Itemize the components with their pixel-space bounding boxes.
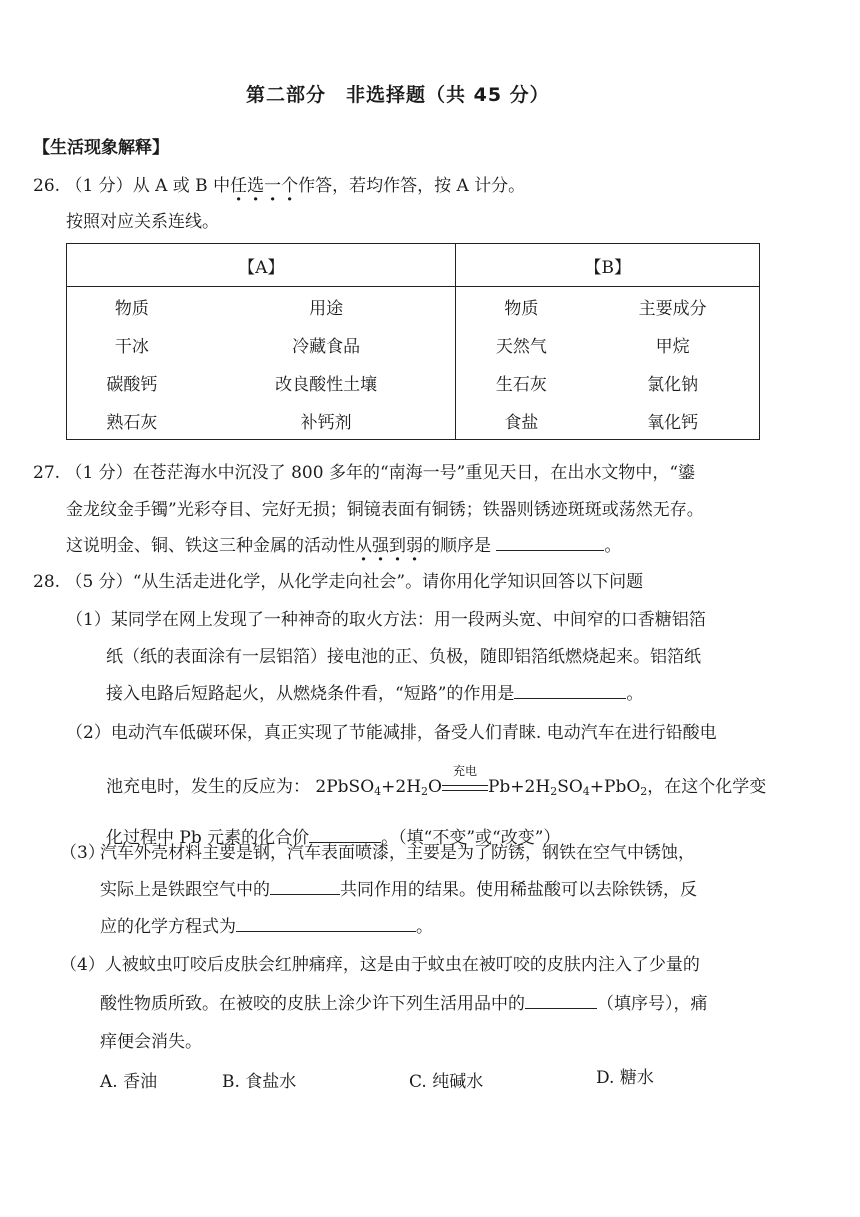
- q28-p3-row1: [60, 838, 105, 863]
- q28-p1-text: 接入电路后短路起火，从燃烧条件看，“短路”的作用是: [106, 684, 515, 704]
- q28-p3-text: 。: [416, 917, 433, 937]
- table-cell: 补钙剂: [197, 401, 456, 440]
- subscript: 2: [640, 785, 648, 798]
- q28-number: 28.: [33, 572, 61, 592]
- q28-p1-text: 某同学在网上发现了一种神奇的取火方法：用一段两头宽、中间窄的口香糖铝箔: [110, 610, 706, 630]
- q28-p3-text: 实际上是铁跟空气中的: [100, 880, 270, 900]
- q27-emph-char: 到: [389, 536, 406, 556]
- subscript: 2: [421, 785, 429, 798]
- q28-p2-line1: [66, 718, 717, 743]
- q28-p2-text: 化过程中 Pb 元素的化合价: [106, 828, 310, 848]
- q28-p2-line2: [106, 764, 767, 798]
- q27-text: 。: [604, 536, 622, 556]
- q28-p1-line2: 纸（纸的表面涂有一层铝箔）接电池的正、负极，随即铝箔纸燃烧起来。铝箔纸: [106, 647, 701, 667]
- table-cell: 氧化钙: [647, 412, 699, 433]
- q28-p1-text: 。: [626, 684, 644, 704]
- answer-blank[interactable]: [496, 532, 604, 551]
- q28-p2-label: （2）: [66, 723, 111, 743]
- table-cell: 冷藏食品: [197, 325, 456, 363]
- q28-p4-label: （4）: [60, 955, 105, 975]
- q28-p1-line3: [106, 679, 643, 704]
- table-row: [67, 325, 760, 363]
- q26-intro-a: 从 A 或 B 中: [132, 176, 231, 196]
- q28-p3-text: 共同作用的结果。使用稀盐酸可以去除铁锈，反: [340, 880, 697, 900]
- q28-p4-line1: [60, 950, 700, 975]
- table-cell: 熟石灰: [106, 412, 158, 433]
- q26-score: （1 分）: [65, 176, 133, 196]
- table-cell: 主要成分: [638, 298, 707, 319]
- q28-p3-text1: 汽车外壳材料主要是钢，汽车表面喷漆，主要是为了防锈，钢铁在空气中锈蚀，: [100, 843, 695, 863]
- table-cell: 物质: [504, 298, 539, 319]
- q26-emph-char: 选: [247, 176, 265, 196]
- q28-p2-text: 池充电时，发生的反应为：: [106, 777, 310, 797]
- option-c[interactable]: C. 纯碱水: [409, 1072, 484, 1092]
- q26-stem: [33, 171, 525, 196]
- q27-text: 的顺序是: [423, 536, 491, 556]
- answer-blank[interactable]: [270, 876, 340, 895]
- q26-number: 26.: [33, 176, 61, 196]
- table-head-a: 【A】: [67, 244, 456, 287]
- q26-emph-char: 个: [281, 176, 299, 196]
- formula-part: 2PbSO: [315, 777, 375, 797]
- q28-score: （5 分）: [65, 572, 133, 592]
- q28-p3-line2: [100, 875, 697, 900]
- q26-intro-b: 作答，若均作答，按 A 计分。: [298, 176, 526, 196]
- subscript: 4: [374, 785, 382, 798]
- q28-p1-label: （1）: [66, 610, 111, 630]
- q27-number: 27.: [33, 463, 61, 483]
- table-head-b: 【B】: [456, 244, 760, 287]
- reaction-equation: [315, 764, 648, 798]
- answer-blank[interactable]: [514, 680, 626, 699]
- q28-p4-text: （填序号），痛: [597, 994, 708, 1014]
- reaction-condition: 充电: [452, 764, 477, 778]
- q28-p3-text: 应的化学方程式为: [100, 917, 236, 937]
- q28-p2-text: 。（填“不变”或“改变”）: [381, 828, 561, 848]
- q28-intro: “从生活走进化学，从化学走向社会”。请你用化学知识回答以下问题: [132, 572, 644, 592]
- matching-table: [66, 243, 760, 440]
- table-cell: 食盐: [504, 412, 539, 433]
- q28-p4-text: 人被蚊虫叮咬后皮肤会红肿痛痒，这是由于蚊虫在被叮咬的皮肤内注入了少量的: [104, 955, 700, 975]
- formula-part: O: [428, 777, 442, 797]
- formula-part: +2H: [381, 777, 422, 797]
- option-a[interactable]: A. 香油: [100, 1072, 158, 1092]
- formula-part: SO: [557, 777, 583, 797]
- option-d[interactable]: D. 糖水: [596, 1068, 654, 1088]
- q28-p1-line1: [66, 605, 706, 630]
- table-cell: 改良酸性土壤: [197, 363, 456, 401]
- answer-blank[interactable]: [525, 990, 597, 1009]
- q28-p3-line3: [100, 912, 433, 937]
- q27-line2: 金龙纹金手镯”光彩夺目、完好无损；铜镜表面有铜锈；铁器则锈迹斑斑或荡然无存。: [66, 500, 704, 520]
- q27-text: 在苍茫海水中沉没了 800 多年的“南海一号”重见天日，在出水文物中，“鎏: [132, 463, 696, 483]
- answer-blank[interactable]: [236, 913, 416, 932]
- q26-instruction: 按照对应关系连线。: [66, 212, 219, 232]
- q28-p4-line2: [100, 989, 708, 1014]
- formula-part: +PbO: [589, 777, 641, 797]
- table-row: [67, 401, 760, 440]
- option-b[interactable]: B. 食盐水: [222, 1072, 297, 1092]
- q27-emph-char: 强: [372, 536, 389, 556]
- table-cell: 干冰: [114, 336, 149, 357]
- table-row: [67, 287, 760, 326]
- table-row: [67, 363, 760, 401]
- table-cell: 氯化钠: [647, 374, 699, 395]
- formula-part: Pb+2H: [487, 777, 551, 797]
- table-cell: 甲烷: [655, 336, 690, 357]
- q28-p2-text: ，在这个化学变: [647, 777, 767, 797]
- q27-line1: [33, 458, 695, 483]
- q27-score: （1 分）: [65, 463, 133, 483]
- q27-line3: [66, 531, 621, 556]
- q28-p2-text: 电动汽车低碳环保，真正实现了节能减排，备受人们青睐. 电动汽车在进行铅酸电: [110, 723, 717, 743]
- table-cell: 物质: [114, 298, 149, 319]
- subscript: 4: [582, 785, 590, 798]
- part-title: 第二部分 非选择题（共 45 分）: [246, 84, 550, 106]
- q27-text: 这说明金、铜、铁这三种金属的活动性: [66, 536, 355, 556]
- q27-emph-char: 从: [355, 536, 372, 556]
- subscript: 2: [550, 785, 558, 798]
- q26-emph-char: 任: [230, 176, 248, 196]
- table-cell: 生石灰: [495, 374, 547, 395]
- section-heading: 【生活现象解释】: [33, 138, 169, 158]
- q28-p3-label: （3）: [60, 843, 105, 863]
- q28-p4-line3: 痒便会消失。: [100, 1032, 202, 1052]
- q28-p4-text: 酸性物质所致。在被咬的皮肤上涂少许下列生活用品中的: [100, 994, 525, 1014]
- table-cell: 用途: [197, 287, 456, 326]
- q27-emph-char: 弱: [406, 536, 423, 556]
- table-cell: 天然气: [495, 336, 547, 357]
- q28-stem: [33, 567, 643, 592]
- q26-emph-char: 一: [264, 176, 282, 196]
- table-cell: 碳酸钙: [106, 374, 158, 395]
- reaction-arrow: [442, 764, 488, 797]
